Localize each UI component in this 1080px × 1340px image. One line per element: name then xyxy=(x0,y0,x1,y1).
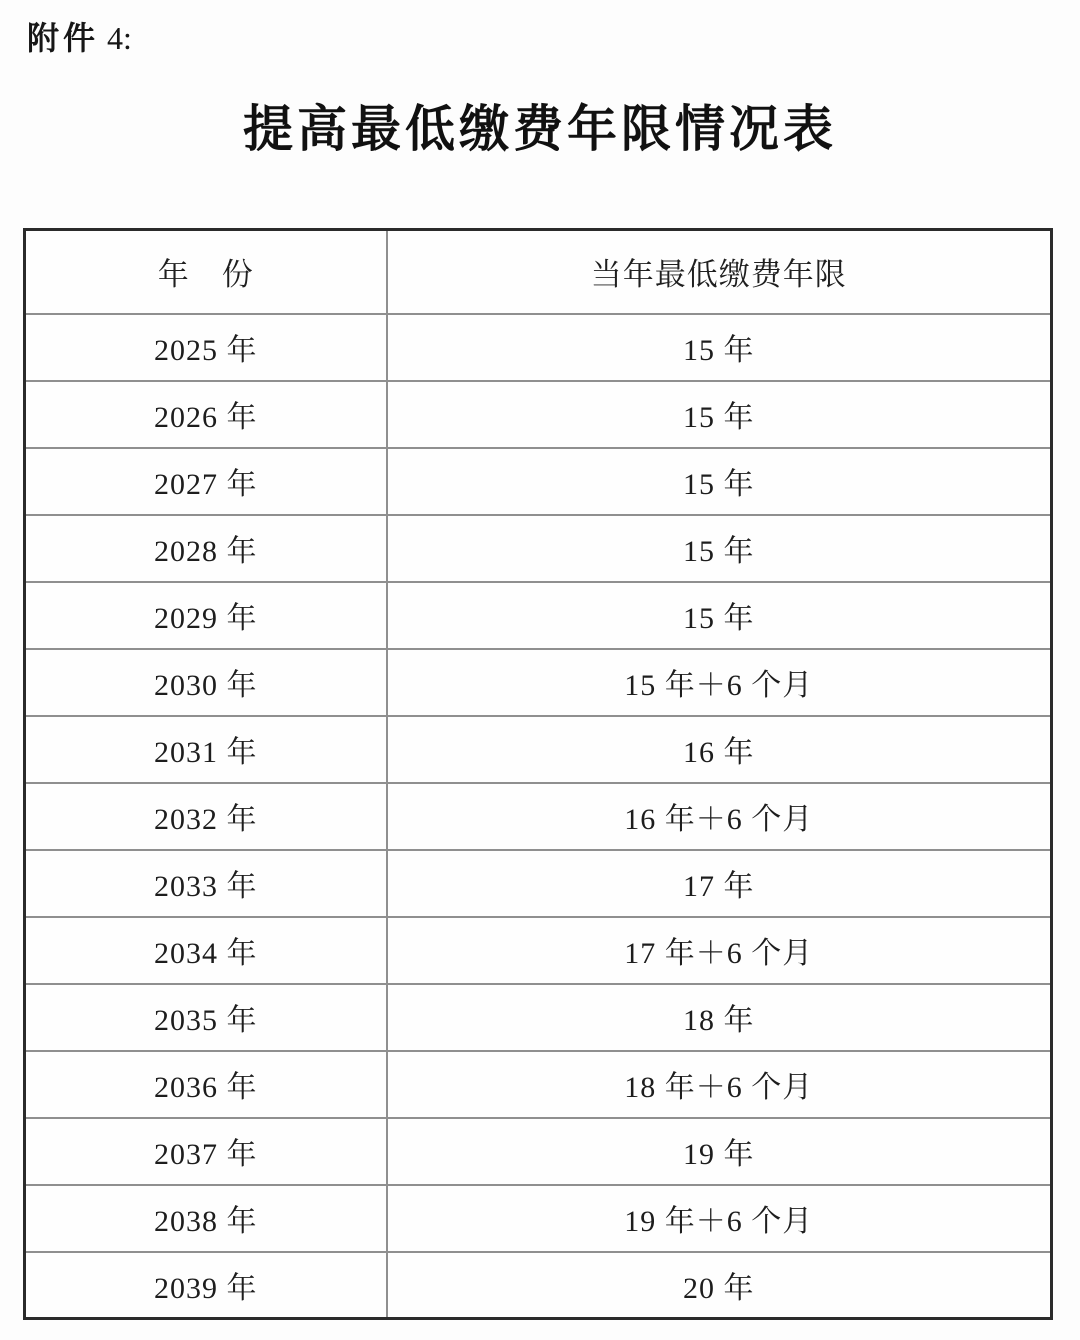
min-years-cell: 17 年 xyxy=(387,850,1052,917)
min-years-cell: 15 年 xyxy=(387,314,1052,381)
year-cell: 2035 年 xyxy=(25,984,387,1051)
year-cell: 2025 年 xyxy=(25,314,387,381)
min-years-cell: 16 年 xyxy=(387,716,1052,783)
min-years-cell: 15 年 xyxy=(387,381,1052,448)
year-cell: 2026 年 xyxy=(25,381,387,448)
min-years-cell: 16 年＋6 个月 xyxy=(387,783,1052,850)
table-row xyxy=(25,1051,1052,1118)
year-cell: 2027 年 xyxy=(25,448,387,515)
table-row xyxy=(25,984,1052,1051)
col-header-min-years: 当年最低缴费年限 xyxy=(387,230,1052,314)
min-years-cell: 19 年＋6 个月 xyxy=(387,1185,1052,1252)
table-row xyxy=(25,716,1052,783)
min-years-cell: 15 年 xyxy=(387,582,1052,649)
attachment-number: 4: xyxy=(107,20,132,56)
table-row xyxy=(25,448,1052,515)
table-row xyxy=(25,917,1052,984)
year-cell: 2028 年 xyxy=(25,515,387,582)
min-years-cell: 19 年 xyxy=(387,1118,1052,1185)
min-years-cell: 15 年＋6 个月 xyxy=(387,649,1052,716)
table-row xyxy=(25,381,1052,448)
min-years-cell: 20 年 xyxy=(387,1252,1052,1319)
year-cell: 2037 年 xyxy=(25,1118,387,1185)
table-row xyxy=(25,649,1052,716)
year-cell: 2030 年 xyxy=(25,649,387,716)
table-row xyxy=(25,515,1052,582)
table-header-row xyxy=(25,230,1052,314)
year-cell: 2033 年 xyxy=(25,850,387,917)
attachment-label xyxy=(27,18,132,58)
page-title: 提高最低缴费年限情况表 xyxy=(243,101,837,157)
min-years-cell: 15 年 xyxy=(387,448,1052,515)
year-cell: 2036 年 xyxy=(25,1051,387,1118)
table-row xyxy=(25,582,1052,649)
min-years-cell: 18 年＋6 个月 xyxy=(387,1051,1052,1118)
attachment-prefix: 附件 xyxy=(27,20,100,56)
year-cell: 2039 年 xyxy=(25,1252,387,1319)
table-row xyxy=(25,1118,1052,1185)
table-row xyxy=(25,314,1052,381)
min-contribution-years-table xyxy=(23,228,1053,1320)
year-cell: 2032 年 xyxy=(25,783,387,850)
year-cell: 2031 年 xyxy=(25,716,387,783)
col-header-year: 年 份 xyxy=(25,230,387,314)
year-cell: 2029 年 xyxy=(25,582,387,649)
table-row xyxy=(25,850,1052,917)
table-row xyxy=(25,783,1052,850)
year-cell: 2034 年 xyxy=(25,917,387,984)
min-years-cell: 15 年 xyxy=(387,515,1052,582)
year-cell: 2038 年 xyxy=(25,1185,387,1252)
table-row xyxy=(25,1185,1052,1252)
table-row xyxy=(25,1252,1052,1319)
min-years-cell: 18 年 xyxy=(387,984,1052,1051)
min-years-cell: 17 年＋6 个月 xyxy=(387,917,1052,984)
table-body xyxy=(25,314,1052,1319)
